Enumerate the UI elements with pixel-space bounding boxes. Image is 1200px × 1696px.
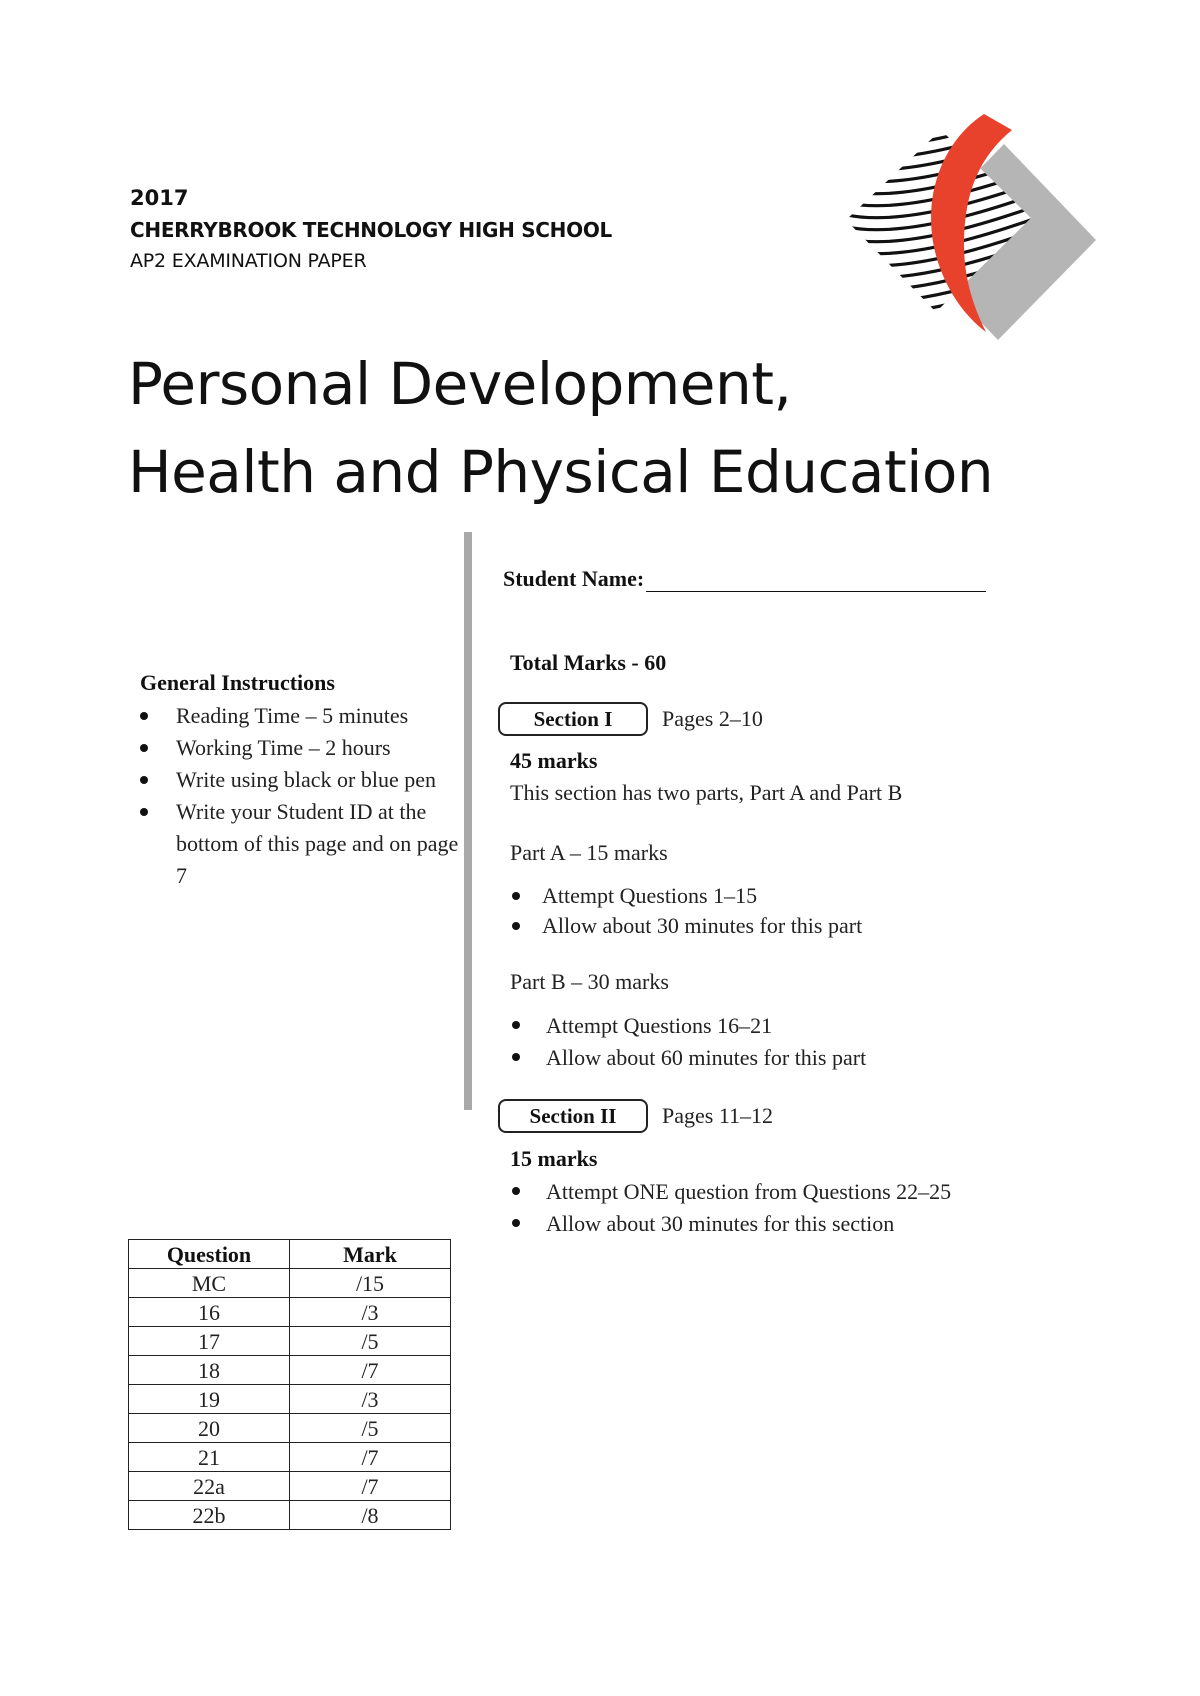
list-item: Attempt Questions 16–21 [508,1010,866,1042]
mark-cell: /3 [290,1385,451,1414]
list-item: Reading Time – 5 minutes [136,700,466,732]
mark-table [128,1239,451,1530]
table-row [129,1414,451,1443]
column-header-question: Question [129,1240,290,1269]
part-a-heading: Part A – 15 marks [510,840,668,865]
list-item: Write your Student ID at the bottom of this page and on page 7 [136,796,466,892]
school-logo [836,100,1096,380]
general-instructions-list [136,700,466,892]
mark-cell: /7 [290,1443,451,1472]
student-name-label: Student Name: [503,566,645,591]
list-item: Allow about 30 minutes for this part [508,911,862,941]
question-cell: 20 [129,1414,290,1443]
section-1-label: Section I [498,702,648,736]
part-b-list [508,1010,866,1074]
school-name: CHERRYBROOK TECHNOLOGY HIGH SCHOOL [130,218,612,242]
total-marks: Total Marks - 60 [510,650,667,675]
list-item: Attempt Questions 1–15 [508,881,862,911]
question-cell: MC [129,1269,290,1298]
table-row [129,1327,451,1356]
mark-cell: /15 [290,1269,451,1298]
table-row [129,1298,451,1327]
question-cell: 21 [129,1443,290,1472]
question-cell: 18 [129,1356,290,1385]
question-cell: 17 [129,1327,290,1356]
section-2-pages: Pages 11–12 [662,1103,774,1128]
table-row [129,1269,451,1298]
title-line-2: Health and Physical Education [128,438,994,506]
mark-cell: /7 [290,1356,451,1385]
mark-cell: /3 [290,1298,451,1327]
section-2-label: Section II [498,1099,648,1133]
exam-year: 2017 [130,186,189,210]
section-1-pages: Pages 2–10 [662,706,763,731]
table-row [129,1501,451,1530]
table-row [129,1443,451,1472]
table-row [129,1385,451,1414]
section-1-description: This section has two parts, Part A and Part B [510,780,903,805]
column-header-mark: Mark [290,1240,451,1269]
paper-type: AP2 EXAMINATION PAPER [130,250,367,272]
section-2-list [508,1176,951,1240]
student-name-field[interactable] [646,567,986,592]
question-cell: 22a [129,1472,290,1501]
section-1-marks: 45 marks [510,748,598,773]
table-header-row [129,1240,451,1269]
mark-cell: /5 [290,1414,451,1443]
question-cell: 22b [129,1501,290,1530]
list-item: Attempt ONE question from Questions 22–25 [508,1176,951,1208]
mark-cell: /7 [290,1472,451,1501]
list-item: Allow about 30 minutes for this section [508,1208,951,1240]
question-cell: 19 [129,1385,290,1414]
part-a-list [508,881,862,941]
table-row [129,1472,451,1501]
title-line-1: Personal Development, [128,350,792,418]
student-name-row [503,566,986,592]
table-row [129,1356,451,1385]
mark-cell: /8 [290,1501,451,1530]
general-instructions-heading: General Instructions [140,670,335,695]
list-item: Allow about 60 minutes for this part [508,1042,866,1074]
mark-cell: /5 [290,1327,451,1356]
question-cell: 16 [129,1298,290,1327]
list-item: Working Time – 2 hours [136,732,466,764]
list-item: Write using black or blue pen [136,764,466,796]
section-2-marks: 15 marks [510,1146,598,1171]
part-b-heading: Part B – 30 marks [510,969,669,994]
